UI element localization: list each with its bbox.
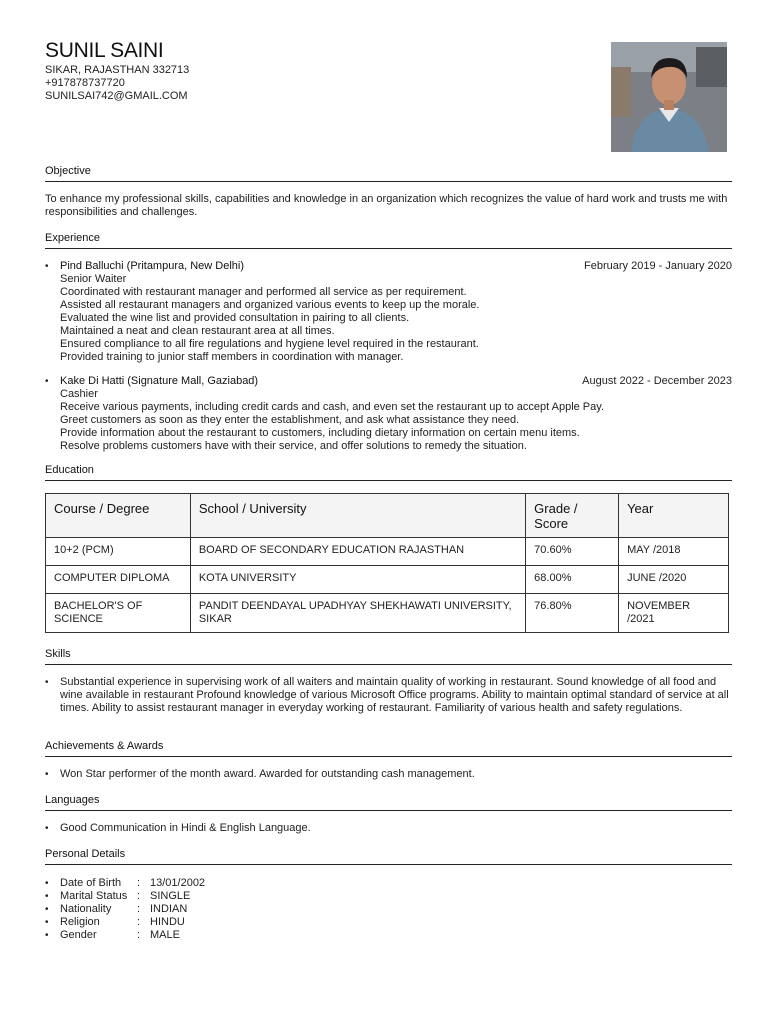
detail-value: HINDU (150, 916, 185, 928)
detail-value: 13/01/2002 (150, 877, 206, 889)
detail-separator: : (137, 916, 141, 928)
profile-photo (611, 42, 727, 152)
job-duty: Provide information about the restaurant to customers, including dietary information on certain menu items. (60, 427, 580, 439)
skills-list (45, 676, 732, 715)
personal-details-list (45, 877, 732, 942)
email-address: SUNILSAI742@GMAIL.COM (45, 90, 188, 102)
detail-label: • Gender (60, 929, 97, 941)
column-header: Year (619, 494, 729, 538)
job-duty: Assisted all restaurant managers and organized various events to keep up the morale. (60, 299, 480, 311)
job-duty: Maintained a neat and clean restaurant area at all times. (60, 325, 335, 337)
section-title-objective: Objective (45, 165, 732, 182)
job-entry (45, 375, 732, 453)
table-cell: PANDIT DEENDAYAL UPADHYAY SHEKHAWATI UNIVERSITY, SIKAR (190, 594, 525, 633)
job-duty: Ensured compliance to all fire regulations and hygiene level required in the restaurant. (60, 338, 479, 350)
list-item (45, 916, 732, 929)
detail-value: SINGLE (150, 890, 191, 902)
list-item (45, 929, 732, 942)
detail-label: • Nationality (60, 903, 112, 915)
table-cell: 76.80% (526, 594, 619, 633)
job-role: Senior Waiter (60, 273, 127, 285)
list-item: • Good Communication in Hindi & English Language. (45, 822, 732, 835)
objective-text: To enhance my professional skills, capabilities and knowledge in an organization which recognizes the value of hard work and trusts me with responsibilities and challenges. (45, 193, 728, 218)
table-cell: KOTA UNIVERSITY (190, 566, 525, 594)
education-table (45, 493, 729, 633)
section-title-achievements: Achievements & Awards (45, 740, 732, 757)
list-item (45, 890, 732, 903)
job-dates: February 2019 - January 2020 (584, 260, 732, 272)
table-cell: JUNE /2020 (619, 566, 729, 594)
column-header: School / University (190, 494, 525, 538)
table-cell: 10+2 (PCM) (46, 538, 191, 566)
section-title-languages: Languages (45, 794, 732, 811)
detail-separator: : (137, 903, 141, 915)
list-item: • Won Star performer of the month award. Awarded for outstanding cash management. (45, 768, 732, 781)
job-duty: Resolve problems customers have with their service, and offer solutions to remedy the situation. (60, 440, 527, 452)
contact-block (45, 64, 189, 103)
profile-photo-image (611, 42, 727, 152)
job-duty: Receive various payments, including credit cards and cash, and even set the restaurant up to accept Apple Pay. (60, 401, 605, 413)
detail-separator: : (137, 877, 141, 889)
detail-label: • Date of Birth (60, 877, 122, 889)
list-item (45, 877, 732, 890)
detail-label: • Marital Status (60, 890, 128, 902)
table-cell: BACHELOR'S OF SCIENCE (46, 594, 191, 633)
detail-label: • Religion (60, 916, 100, 928)
table-cell: MAY /2018 (619, 538, 729, 566)
job-entry (45, 260, 732, 364)
section-title-personal-details: Personal Details (45, 848, 732, 865)
candidate-name: SUNIL SAINI (45, 39, 164, 62)
section-title-education: Education (45, 464, 732, 481)
column-header: Course / Degree (46, 494, 191, 538)
table-cell: 70.60% (526, 538, 619, 566)
job-employer: • Kake Di Hatti (Signature Mall, Gaziabad) (60, 375, 259, 387)
table-row (46, 538, 729, 566)
table-cell: NOVEMBER /2021 (619, 594, 729, 633)
detail-value: MALE (150, 929, 180, 941)
job-duty: Evaluated the wine list and provided consultation in pairing to all clients. (60, 312, 410, 324)
job-employer: • Pind Balluchi (Pritampura, New Delhi) (60, 260, 245, 272)
job-dates: August 2022 - December 2023 (582, 375, 732, 387)
phone-number: +917878737720 (45, 77, 125, 89)
job-duty: Provided training to junior staff members in coordination with manager. (60, 351, 404, 363)
job-duty: Greet customers as soon as they enter the establishment, and ask what assistance they need. (60, 414, 520, 426)
section-title-skills: Skills (45, 648, 732, 665)
address: SIKAR, RAJASTHAN 332713 (45, 64, 190, 76)
detail-separator: : (137, 929, 141, 941)
job-role: Cashier (60, 388, 98, 400)
table-row (46, 566, 729, 594)
column-header: Grade / Score (526, 494, 619, 538)
detail-value: INDIAN (150, 903, 188, 915)
languages-list (45, 822, 732, 835)
table-row (46, 594, 729, 633)
table-cell: 68.00% (526, 566, 619, 594)
list-item: • Substantial experience in supervising work of all waiters and maintain quality of working in restaurant. Sound knowledge of all food and wine available in restaurant Profound knowledge of various Microsoft Office programs. Ability to maintain optimal standard of service at all times. Ability to assist restaurant manager in everyday working of restaurant. Familiarity of various health and safety regulations. (45, 676, 732, 715)
table-header-row (46, 494, 729, 538)
list-item (45, 903, 732, 916)
table-cell: COMPUTER DIPLOMA (46, 566, 191, 594)
job-duty: Coordinated with restaurant manager and performed all service as per requirement. (60, 286, 467, 298)
table-cell: BOARD OF SECONDARY EDUCATION RAJASTHAN (190, 538, 525, 566)
detail-separator: : (137, 890, 141, 902)
section-title-experience: Experience (45, 232, 732, 249)
achievements-list (45, 768, 732, 781)
